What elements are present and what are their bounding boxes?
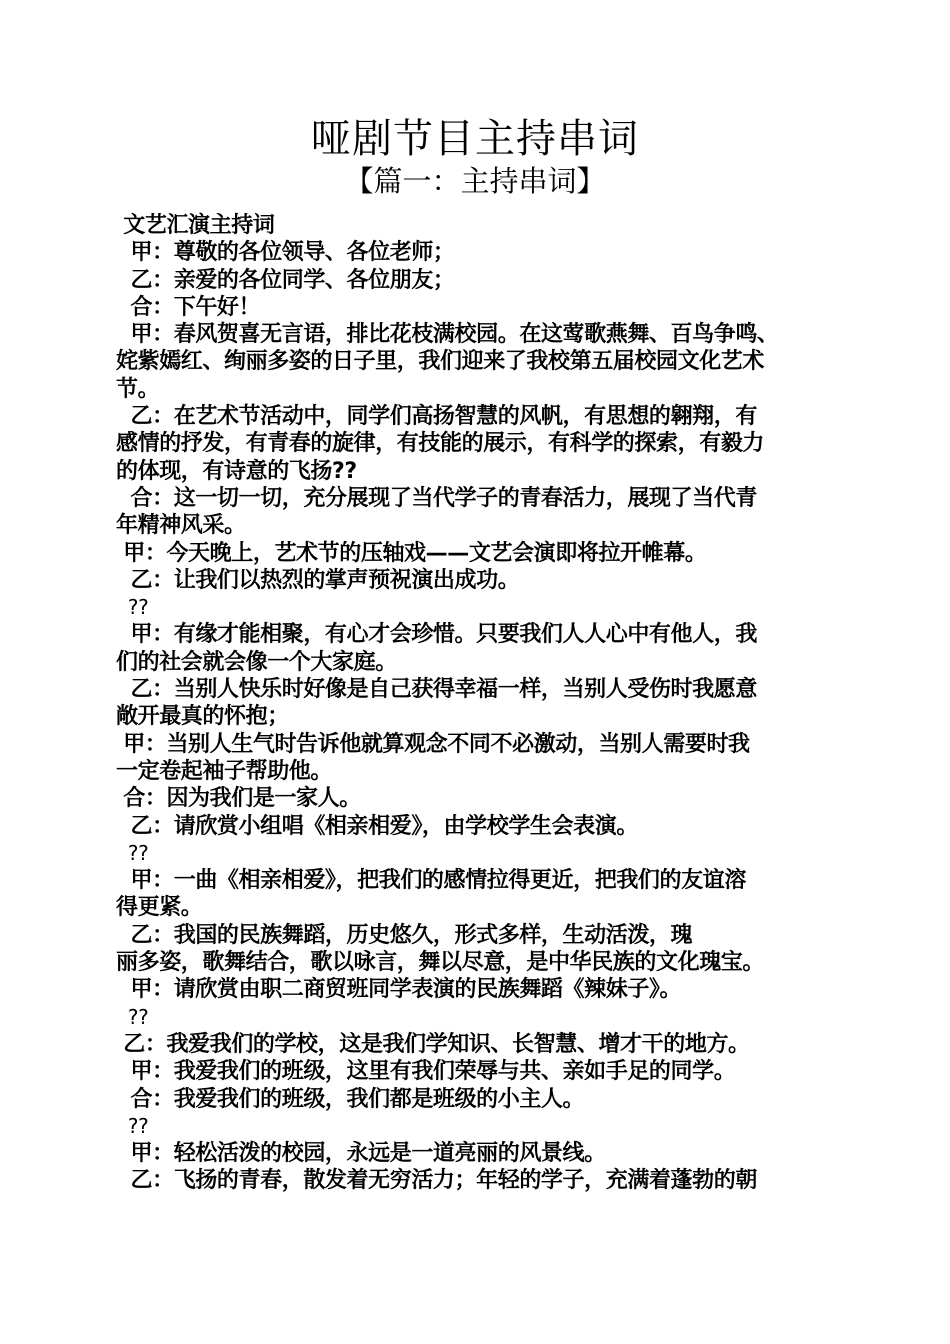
text-line: 年精神风采。 [116, 513, 246, 539]
section-heading: 文艺汇演主持词 [116, 213, 275, 238]
text-line: 合：下午好！ [116, 294, 261, 320]
text-line: 甲：今天晚上，艺术节的压轴戏——文艺会演即将拉开帷幕。 [116, 540, 707, 566]
text-line: 乙：请欣赏小组唱《相亲相爱》，由学校学生会表演。 [116, 813, 638, 839]
text-line: 的体现，有诗意的飞扬?? [116, 458, 357, 484]
text-line: 甲：轻松活泼的校园，永远是一道亮丽的风景线。 [116, 1141, 606, 1167]
text-line: 甲：我爱我们的班级，这里有我们荣辱与共、亲如手足的同学。 [116, 1059, 736, 1085]
text-line: 得更紧。 [116, 895, 203, 921]
text-line: 感情的抒发，有青春的旋律，有技能的展示，有科学的探索，有毅力 [116, 431, 765, 457]
text-line: 甲：尊敬的各位领导、各位老师； [116, 240, 455, 266]
document-subtitle: 【篇一：主持串词】 [344, 164, 606, 198]
document-title: 哑剧节目主持串词 [311, 116, 639, 162]
text-line: 乙：当别人快乐时好像是自己获得幸福一样，当别人受伤时我愿意 [116, 677, 757, 703]
text-line: 乙：我国的民族舞蹈，历史悠久，形式多样，生动活泼，瑰 [116, 922, 693, 948]
text-line: 甲：当别人生气时告诉他就算观念不同不必激动，当别人需要时我 [116, 731, 750, 757]
text-line: 合：因为我们是一家人。 [116, 786, 361, 812]
ellipsis-line: ?? [116, 1004, 149, 1029]
text-line: 乙：让我们以热烈的掌声预祝演出成功。 [116, 567, 520, 593]
ellipsis-line: ?? [116, 595, 149, 620]
text-line: 一定卷起袖子帮助他。 [116, 758, 333, 784]
text-line: 甲：有缘才能相聚，有心才会珍惜。只要我们人人心中有他人，我 [116, 622, 757, 648]
text-line: 甲：春风贺喜无言语，排比花枝满校园。在这莺歌燕舞、百鸟争鸣、 [116, 322, 779, 348]
text-line: 们的社会就会像一个大家庭。 [116, 649, 397, 675]
text-line: 乙：在艺术节活动中，同学们高扬智慧的风帆，有思想的翱翔，有 [116, 404, 757, 430]
text-line: 姹紫嫣红、绚丽多姿的日子里，我们迎来了我校第五届校园文化艺术 [116, 349, 765, 375]
ellipsis-line: ?? [116, 840, 149, 865]
text-line: 节。 [116, 376, 160, 402]
text-line: 丽多姿，歌舞结合，歌以咏言，舞以尽意，是中华民族的文化瑰宝。 [116, 950, 765, 976]
text-line: 乙：我爱我们的学校，这是我们学知识、长智慧、增才干的地方。 [116, 1031, 750, 1057]
text-line: 敞开最真的怀抱； [116, 704, 289, 730]
text-line: 乙：亲爱的各位同学、各位朋友； [116, 267, 455, 293]
text-line: 甲：一曲《相亲相爱》，把我们的感情拉得更近，把我们的友谊溶 [116, 868, 746, 894]
ellipsis-line: ?? [116, 1113, 149, 1138]
text-line: 合：这一切一切，充分展现了当代学子的青春活力，展现了当代青 [116, 485, 757, 511]
text-line: 乙：飞扬的青春，散发着无穷活力；年轻的学子，充满着蓬勃的朝 [116, 1168, 757, 1194]
text-line: 甲：请欣赏由职二商贸班同学表演的民族舞蹈《辣妹子》。 [116, 977, 682, 1003]
document-body [116, 212, 828, 1195]
text-line: 合：我爱我们的班级，我们都是班级的小主人。 [116, 1086, 585, 1112]
